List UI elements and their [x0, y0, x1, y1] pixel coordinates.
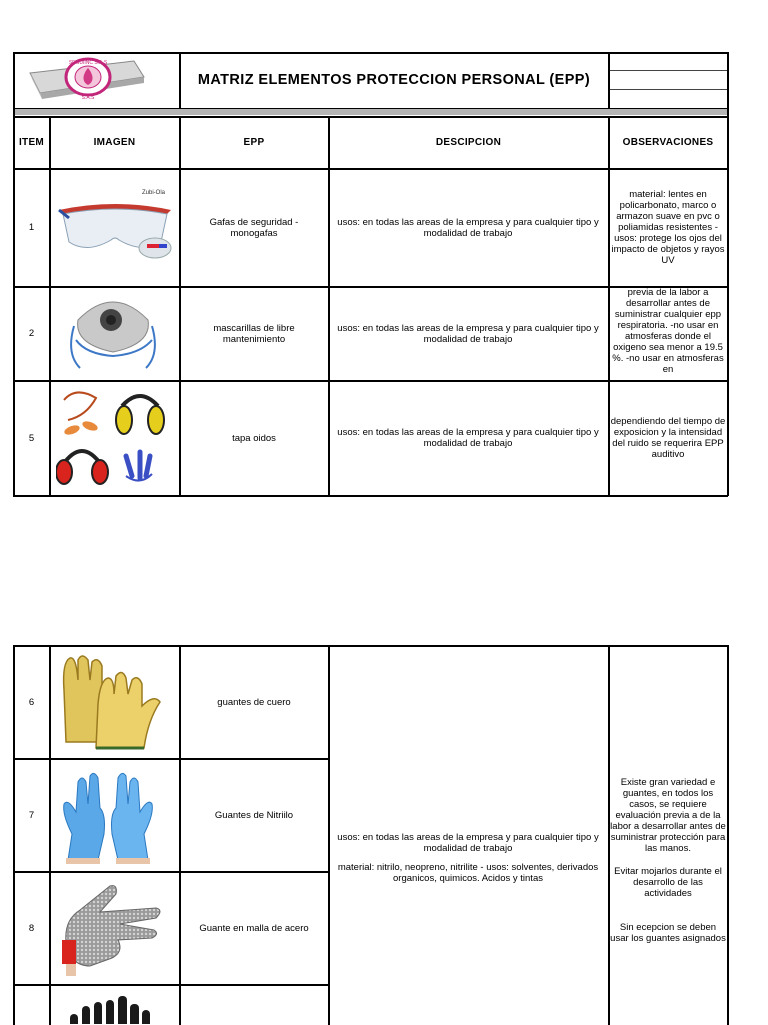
ear-protection-icon	[56, 386, 166, 490]
black-gloves-icon	[68, 996, 154, 1024]
row-epp: Guantes de Nitriilo	[214, 809, 294, 821]
header-imagen: IMAGEN	[93, 137, 136, 148]
descripcion-material: material: nitrilo, neopreno, nitrilite - usos: solventes, derivados organicos, quimicos. Acidos y tintas	[337, 862, 599, 884]
steel-mesh-glove-icon	[60, 880, 166, 976]
row-observaciones: previa de la labor a desarrollar antes de suministrar cualquier epp respiratoria. -no usar en atmosferas donde el oxigeno sea menor a 19.5 %. -no usar en atmosferas en	[612, 287, 724, 375]
row-item: 8	[28, 922, 35, 934]
row-epp: Guante en malla de acero	[199, 922, 309, 934]
row-item: 2	[28, 328, 35, 339]
nitrile-gloves-icon	[58, 764, 158, 866]
brand-label: Zubi-Ola	[141, 190, 165, 196]
row-descripcion: usos: en todas las areas de la empresa y para cualquier tipo y modalidad de trabajo	[337, 427, 599, 449]
merged-observaciones	[609, 646, 727, 1024]
obs-asignados: Sin ecepcion se deben usar los guantes asignados	[610, 922, 726, 944]
row-observaciones: material: lentes en policarbonato, marco o armazon suave en pvc o poliamidas resistentes - usos: protege los ojos del impacto de objetos y rayos UV	[611, 189, 725, 266]
row-epp: tapa oidos	[232, 432, 276, 444]
header-item: ITEM	[18, 137, 45, 148]
company-logo	[26, 55, 148, 105]
header-epp: EPP	[243, 137, 265, 148]
safety-glasses-icon	[55, 182, 175, 272]
respirator-mask-icon	[66, 290, 160, 376]
leather-gloves-icon	[56, 650, 168, 754]
merged-descripcion	[332, 646, 604, 1024]
logo-text-top: SEGUIINC S.A.S	[68, 60, 108, 66]
row-descripcion: usos: en todas las areas de la empresa y para cualquier tipo y modalidad de trabajo	[337, 216, 599, 239]
row-item: 6	[28, 696, 35, 708]
row-item: 7	[28, 809, 35, 821]
row-item: 1	[28, 222, 35, 233]
obs-mojar: Evitar mojarlos durante el desarrollo de las actividades	[614, 866, 722, 899]
row-descripcion: usos: en todas las areas de la empresa y para cualquier tipo y modalidad de trabajo	[337, 322, 599, 345]
row-item: 5	[28, 432, 35, 444]
obs-variedad: Existe gran variedad e guantes, en todos los casos, se requiere evaluación previa a de la labor a desarrollar antes de suministrar protección para las manos.	[610, 777, 726, 854]
row-epp: mascarillas de libre mantenimiento	[213, 322, 295, 345]
descripcion-usos: usos: en todas las areas de la empresa y para cualquier tipo y modalidad de trabajo	[337, 832, 599, 854]
header-descripcion: DESCIPCION	[435, 137, 502, 148]
header-observaciones: OBSERVACIONES	[622, 137, 714, 148]
row-epp: guantes de cuero	[217, 696, 291, 708]
document-title: MATRIZ ELEMENTOS PROTECCION PERSONAL (EPP)	[197, 72, 591, 88]
logo-text-bottom: S.A.S	[81, 95, 95, 101]
row-epp: Gafas de seguridad - monogafas	[209, 216, 299, 239]
row-observaciones: dependiendo del tiempo de exposicion y la intensidad del ruido se requerira EPP auditivo	[610, 416, 726, 460]
